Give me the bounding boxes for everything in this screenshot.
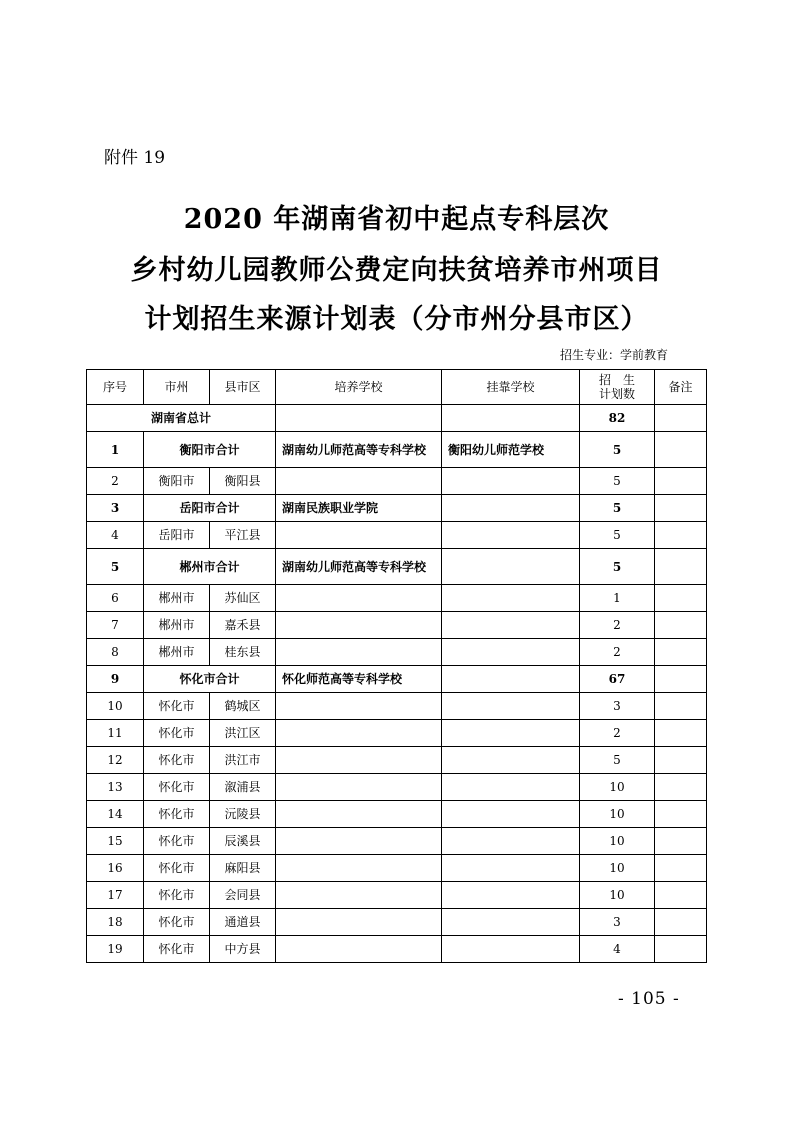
partner-cell: [442, 909, 580, 936]
school-cell: [276, 774, 442, 801]
remark-cell: [655, 612, 707, 639]
title-line-2: 乡村幼儿园教师公费定向扶贫培养市州项目: [130, 255, 663, 286]
partner-cell: [442, 666, 580, 693]
province-total-label: 湖南省总计: [87, 405, 276, 432]
school-cell: [276, 612, 442, 639]
city-cell: 郴州市: [144, 639, 210, 666]
partner-cell: [442, 828, 580, 855]
province-total-row: [87, 405, 707, 432]
plan-cell: 10: [580, 828, 655, 855]
city-cell: 郴州市: [144, 612, 210, 639]
school-cell: [276, 855, 442, 882]
header-plan-line2: 计划数: [598, 387, 635, 401]
school-cell: [276, 801, 442, 828]
row-number: 16: [87, 855, 144, 882]
header-partner: 挂靠学校: [442, 370, 580, 405]
plan-cell: 5: [580, 522, 655, 549]
plan-cell: 2: [580, 720, 655, 747]
school-cell: [276, 828, 442, 855]
header-no: 序号: [87, 370, 144, 405]
city-cell: 衡阳市: [144, 468, 210, 495]
county-cell: 苏仙区: [210, 585, 276, 612]
plan-cell: 5: [580, 747, 655, 774]
table-row: [87, 639, 707, 666]
county-cell: 洪江区: [210, 720, 276, 747]
partner-cell: [442, 855, 580, 882]
table-row: [87, 936, 707, 963]
school-cell: 湖南幼儿师范高等专科学校: [276, 549, 442, 585]
table-row: [87, 801, 707, 828]
plan-cell: 5: [580, 432, 655, 468]
subtotal-row: [87, 495, 707, 522]
county-cell: 麻阳县: [210, 855, 276, 882]
school-cell: [276, 639, 442, 666]
remark-cell: [655, 801, 707, 828]
plan-cell: 67: [580, 666, 655, 693]
plan-cell: 5: [580, 495, 655, 522]
table-row: [87, 585, 707, 612]
row-number: 8: [87, 639, 144, 666]
table-row: [87, 468, 707, 495]
table-row: [87, 909, 707, 936]
header-school: 培养学校: [276, 370, 442, 405]
remark-cell: [655, 522, 707, 549]
plan-cell: 1: [580, 585, 655, 612]
school-cell: [276, 522, 442, 549]
title-line-1: 2020 年湖南省初中起点专科层次: [183, 204, 610, 235]
county-cell: 中方县: [210, 936, 276, 963]
school-cell: 湖南幼儿师范高等专科学校: [276, 432, 442, 468]
school-cell: [276, 882, 442, 909]
row-number: 17: [87, 882, 144, 909]
remark-cell: [655, 828, 707, 855]
subject-note: 招生专业：学前教育: [560, 348, 669, 362]
table-row: [87, 828, 707, 855]
school-cell: [276, 693, 442, 720]
subtotal-row: [87, 549, 707, 585]
province-total-school: [276, 405, 442, 432]
row-number: 3: [87, 495, 144, 522]
row-number: 19: [87, 936, 144, 963]
province-total-remark: [655, 405, 707, 432]
subtotal-label: 怀化市合计: [144, 666, 276, 693]
row-number: 11: [87, 720, 144, 747]
county-cell: 衡阳县: [210, 468, 276, 495]
partner-cell: [442, 585, 580, 612]
city-cell: 怀化市: [144, 747, 210, 774]
partner-cell: 衡阳幼儿师范学校: [442, 432, 580, 468]
row-number: 7: [87, 612, 144, 639]
plan-cell: 2: [580, 612, 655, 639]
school-cell: [276, 909, 442, 936]
county-cell: 桂东县: [210, 639, 276, 666]
plan-cell: 3: [580, 693, 655, 720]
table-row: [87, 693, 707, 720]
remark-cell: [655, 468, 707, 495]
partner-cell: [442, 774, 580, 801]
partner-cell: [442, 720, 580, 747]
city-cell: 怀化市: [144, 909, 210, 936]
row-number: 5: [87, 549, 144, 585]
page-number: - 105 -: [618, 989, 680, 1009]
remark-cell: [655, 720, 707, 747]
subtotal-row: [87, 666, 707, 693]
county-cell: 洪江市: [210, 747, 276, 774]
city-cell: 郴州市: [144, 585, 210, 612]
subtotal-label: 郴州市合计: [144, 549, 276, 585]
plan-cell: 5: [580, 468, 655, 495]
row-number: 18: [87, 909, 144, 936]
row-number: 10: [87, 693, 144, 720]
row-number: 1: [87, 432, 144, 468]
header-plan-line1: 招 生: [598, 373, 635, 387]
city-cell: 怀化市: [144, 828, 210, 855]
county-cell: 鹤城区: [210, 693, 276, 720]
table-row: [87, 882, 707, 909]
plan-cell: 10: [580, 882, 655, 909]
subtotal-label: 衡阳市合计: [144, 432, 276, 468]
city-cell: 怀化市: [144, 855, 210, 882]
table-row: [87, 747, 707, 774]
partner-cell: [442, 522, 580, 549]
city-cell: 怀化市: [144, 720, 210, 747]
row-number: 9: [87, 666, 144, 693]
partner-cell: [442, 747, 580, 774]
school-cell: [276, 747, 442, 774]
remark-cell: [655, 495, 707, 522]
header-row: [87, 370, 707, 405]
table-row: [87, 522, 707, 549]
partner-cell: [442, 495, 580, 522]
city-cell: 怀化市: [144, 801, 210, 828]
county-cell: 沅陵县: [210, 801, 276, 828]
remark-cell: [655, 585, 707, 612]
partner-cell: [442, 693, 580, 720]
remark-cell: [655, 693, 707, 720]
table-row: [87, 774, 707, 801]
remark-cell: [655, 909, 707, 936]
table-row: [87, 855, 707, 882]
table-row: [87, 720, 707, 747]
row-number: 2: [87, 468, 144, 495]
remark-cell: [655, 855, 707, 882]
title-line-3: 计划招生来源计划表（分市州分县市区）: [144, 304, 649, 335]
plan-cell: 10: [580, 774, 655, 801]
attachment-label: 附件 19: [104, 148, 166, 168]
partner-cell: [442, 936, 580, 963]
partner-cell: [442, 882, 580, 909]
remark-cell: [655, 936, 707, 963]
row-number: 13: [87, 774, 144, 801]
header-remark: 备注: [655, 370, 707, 405]
remark-cell: [655, 432, 707, 468]
city-cell: 怀化市: [144, 882, 210, 909]
city-cell: 怀化市: [144, 774, 210, 801]
header-plan: [580, 370, 655, 405]
school-cell: [276, 720, 442, 747]
city-cell: 岳阳市: [144, 522, 210, 549]
row-number: 6: [87, 585, 144, 612]
remark-cell: [655, 747, 707, 774]
plan-cell: 10: [580, 801, 655, 828]
header-city: 市州: [144, 370, 210, 405]
school-cell: 湖南民族职业学院: [276, 495, 442, 522]
row-number: 4: [87, 522, 144, 549]
plan-cell: 5: [580, 549, 655, 585]
school-cell: [276, 936, 442, 963]
partner-cell: [442, 801, 580, 828]
county-cell: 通道县: [210, 909, 276, 936]
province-total-partner: [442, 405, 580, 432]
subtotal-label: 岳阳市合计: [144, 495, 276, 522]
partner-cell: [442, 468, 580, 495]
row-number: 14: [87, 801, 144, 828]
county-cell: 辰溪县: [210, 828, 276, 855]
remark-cell: [655, 639, 707, 666]
county-cell: 溆浦县: [210, 774, 276, 801]
plan-table: [86, 369, 707, 963]
school-cell: 怀化师范高等专科学校: [276, 666, 442, 693]
partner-cell: [442, 549, 580, 585]
remark-cell: [655, 774, 707, 801]
plan-cell: 2: [580, 639, 655, 666]
header-county: 县市区: [210, 370, 276, 405]
county-cell: 会同县: [210, 882, 276, 909]
county-cell: 平江县: [210, 522, 276, 549]
school-cell: [276, 468, 442, 495]
partner-cell: [442, 639, 580, 666]
city-cell: 怀化市: [144, 693, 210, 720]
school-cell: [276, 585, 442, 612]
plan-cell: 4: [580, 936, 655, 963]
plan-cell: 10: [580, 855, 655, 882]
remark-cell: [655, 882, 707, 909]
row-number: 15: [87, 828, 144, 855]
city-cell: 怀化市: [144, 936, 210, 963]
remark-cell: [655, 549, 707, 585]
plan-cell: 3: [580, 909, 655, 936]
table-row: [87, 612, 707, 639]
remark-cell: [655, 666, 707, 693]
county-cell: 嘉禾县: [210, 612, 276, 639]
row-number: 12: [87, 747, 144, 774]
partner-cell: [442, 612, 580, 639]
province-total-plan: 82: [580, 405, 655, 432]
subtotal-row: [87, 432, 707, 468]
